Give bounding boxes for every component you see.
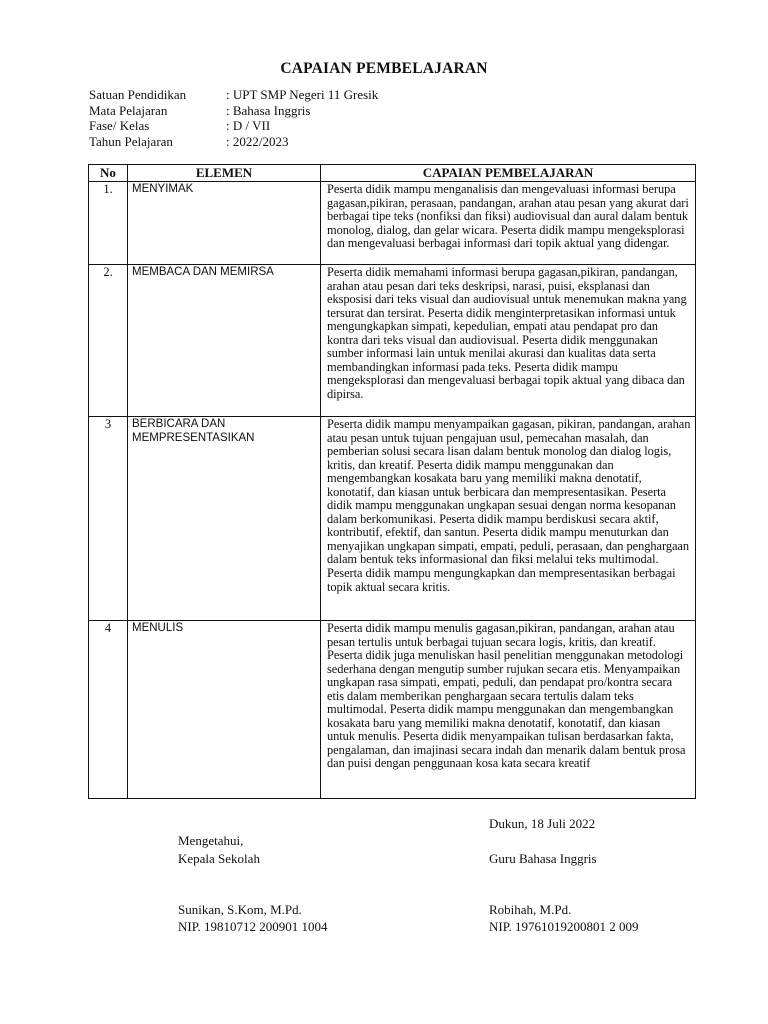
identity-block (89, 87, 378, 149)
header-no: No (89, 165, 128, 182)
signature-right-role: Guru Bahasa Inggris (489, 851, 597, 866)
row-elemen: MENULIS (128, 621, 321, 799)
row-elemen: MENYIMAK (128, 182, 321, 265)
table-row (89, 417, 696, 621)
info-label: Fase/ Kelas (89, 118, 150, 133)
row-number: 4 (89, 621, 128, 799)
capaian-table (88, 164, 696, 799)
info-label: Satuan Pendidikan (89, 87, 187, 102)
row-elemen: BERBICARA DAN MEMPRESENTASIKAN (128, 417, 321, 621)
table-header-row (89, 165, 696, 182)
info-row-fase (89, 118, 378, 134)
info-value: : 2022/2023 (226, 133, 289, 149)
row-capaian: Peserta didik memahami informasi berupa gagasan,pikiran, pandangan, arahan atau pesan dari teks deskripsi, narasi, puisi, eksplanasi dan eksposisi dari teks visual dan audiovisual untuk menemukan makna yang tersurat dan tersirat. Peserta didik menginterpretasikan informasi untuk mengungkapkan simpati, kepedulian, empati atau pendapat pro dan kontra dari teks visual dan audiovisual. Peserta didik menggunakan sumber informasi lain untuk menilai akurasi dan kualitas data serta membandingkan informasi pada teks. Peserta didik mampu mengeksplorasi dan mengevaluasi berbagai topik aktual yang dibaca dan dipirsa. (321, 265, 696, 417)
row-capaian: Peserta didik mampu menulis gagasan,pikiran, pandangan, arahan atau pesan tertulis untuk berbagai tujuan secara logis, kritis, dan kreatif. Peserta didik juga menuliskan hasil penelitian menggunakan metodologi sederhana dengan mengutip sumber rujukan secara etis. Menyampaikan ungkapan rasa simpati, empati, peduli, dan pendapat pro/kontra secara etis dalam memberikan penghargaan secara tertulis dalam teks multimodal. Peserta didik mampu menggunakan dan mengembangkan kosakata baru yang memiliki makna denotatif, konotatif, dan kiasan untuk menulis. Peserta didik menyampaikan tulisan berdasarkan fakta, pengalaman, dan imajinasi secara indah dan menarik dalam bentuk prosa dan puisi dengan penggunaan kosa kata secara kreatif (321, 621, 696, 799)
info-value: : UPT SMP Negeri 11 Gresik (226, 87, 379, 102)
info-row-tahun (89, 134, 378, 150)
info-value: : D / VII (226, 118, 271, 133)
place-date: Dukun, 18 Juli 2022 (489, 816, 596, 831)
info-row-satuan (89, 87, 378, 103)
signature-right-nip: NIP. 19761019200801 2 009 (489, 919, 639, 934)
signature-left-intro: Mengetahui, (178, 833, 244, 848)
header-elemen: ELEMEN (128, 165, 321, 182)
info-label: Mata Pelajaran (89, 102, 168, 118)
row-elemen: MEMBACA DAN MEMIRSA (128, 265, 321, 417)
header-capaian: CAPAIAN PEMBELAJARAN (321, 165, 696, 182)
signature-right-name: Robihah, M.Pd. (489, 902, 572, 917)
table-row (89, 182, 696, 265)
signature-left-nip: NIP. 19810712 200901 1004 (178, 919, 328, 934)
row-number: 3 (89, 417, 128, 621)
row-capaian: Peserta didik mampu menganalisis dan mengevaluasi informasi berupa gagasan,pikiran, perasaan, pandangan, arahan atau pesan yang akurat dari berbagai tipe teks (nonfiksi dan fiksi) audiovisual dan aural dalam bentuk monolog, dialog, dan gelar wicara. Peserta didik mampu mengeksplorasi dan mengevaluasi berbagai informasi dari topik aktual yang didengar. (321, 182, 696, 265)
signature-left-name: Sunikan, S.Kom, M.Pd. (178, 902, 302, 917)
table-row (89, 621, 696, 799)
info-label: Tahun Pelajaran (89, 133, 173, 149)
info-value: : Bahasa Inggris (226, 102, 311, 118)
row-capaian: Peserta didik mampu menyampaikan gagasan, pikiran, pandangan, arahan atau pesan untuk tujuan pengajuan usul, pemecahan masalah, dan pemberian solusi secara lisan dalam bentuk monolog dan dialog logis, kritis, dan kreatif. Peserta didik mampu menggunakan dan mengembangkan kosakata baru yang memiliki makna denotatif, konotatif, dan kiasan untuk berbicara dan mempresentasikan. Peserta didik mampu menggunakan ungkapan sesuai dengan norma kesopanan dalam berkomunikasi. Peserta didik mampu berdiskusi secara aktif, kontributif, efektif, dan santun. Peserta didik mampu menuturkan dan menyajikan ungkapan simpati, empati, peduli, perasaan, dan penghargaan dalam bentuk teks informasional dan fiksi melalui teks multimodal. Peserta didik mampu mengungkapkan dan mempresentasikan berbagai topik aktual secara kritis. (321, 417, 696, 621)
signature-left-role: Kepala Sekolah (178, 851, 260, 866)
info-row-mapel (89, 103, 378, 119)
document-title: CAPAIAN PEMBELAJARAN (280, 60, 488, 77)
row-number: 2. (89, 265, 128, 417)
row-number: 1. (89, 182, 128, 265)
table-row (89, 265, 696, 417)
